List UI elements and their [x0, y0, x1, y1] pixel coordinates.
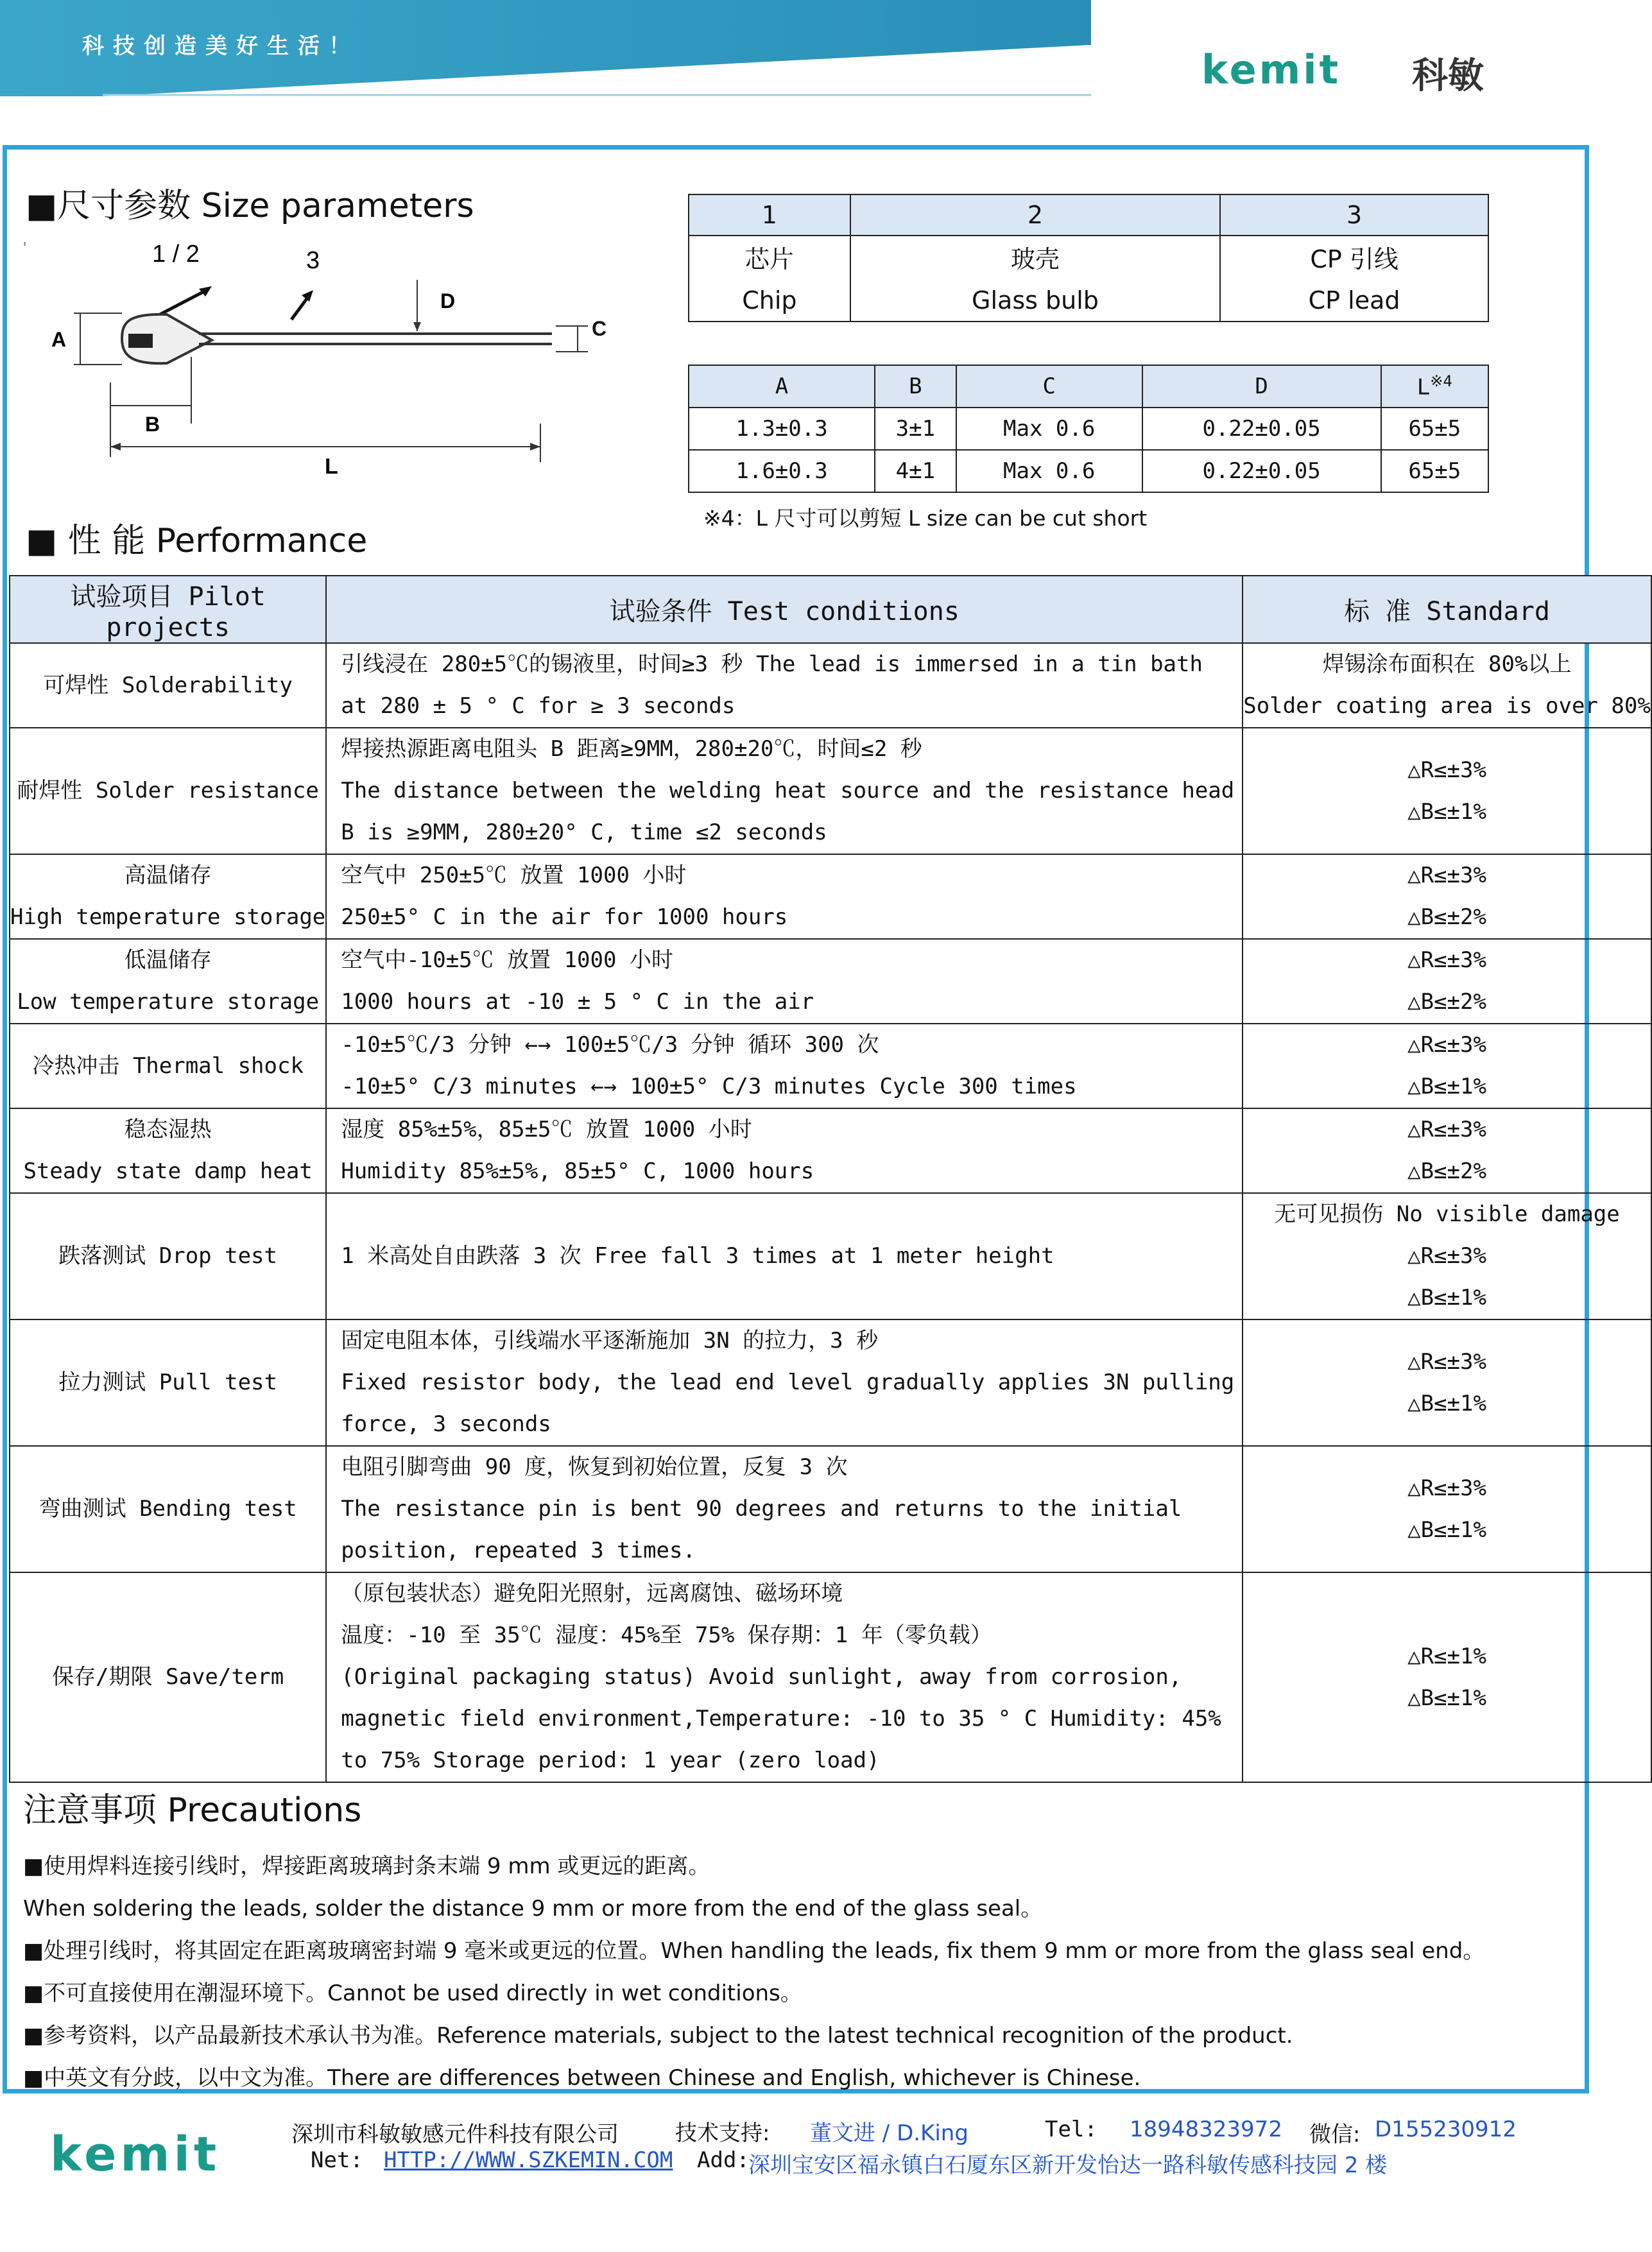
standard-cell: [1243, 1319, 1651, 1446]
dim-header-l: L: [1416, 374, 1431, 400]
standard-cell-line: △R≤±3%: [1407, 1243, 1486, 1269]
test-condition-cell-line: (Original packaging status) Avoid sunlight, away from corrosion,: [341, 1664, 1182, 1690]
test-condition-cell-line: 湿度 85%±5%，85±5℃ 放置 1000 小时: [341, 1117, 752, 1142]
pilot-project-cell-line: 弯曲测试 Bending test: [39, 1496, 297, 1522]
performance-row: [10, 1572, 1651, 1782]
test-condition-cell: [326, 1319, 1243, 1446]
standard-cell-line: △R≤±3%: [1407, 1475, 1486, 1501]
standard-cell-line: Solder coating area is over 80%: [1243, 693, 1651, 719]
pilot-project-cell: [10, 939, 326, 1024]
standard-cell-line: 无可见损伤 No visible damage: [1274, 1201, 1620, 1227]
performance-header-row: [10, 576, 1651, 643]
precaution-item: ■参考资料，以产品最新技术承认书为准。Reference materials, subject to the latest technical recognition of the product.: [23, 2023, 1293, 2049]
standard-cell-line: △R≤±3%: [1407, 1032, 1486, 1058]
performance-section-title: ■ 性 能 Performance: [26, 522, 368, 560]
test-condition-cell-line: 焊接热源距离电阻头 B 距离≥9MM，280±20℃，时间≤2 秒: [341, 736, 922, 762]
pilot-project-cell-line: High temperature storage: [10, 904, 326, 930]
precaution-item: ■不可直接使用在潮湿环境下。Cannot be used directly in wet conditions。: [23, 1981, 802, 2006]
test-condition-cell-line: magnetic field environment,Temperature: -10 to 35 ° C Humidity: 45%: [341, 1706, 1221, 1732]
standard-cell: [1243, 1024, 1651, 1108]
performance-table: [9, 575, 1652, 1783]
performance-row: [10, 1024, 1651, 1108]
test-condition-cell-line: 250±5° C in the air for 1000 hours: [341, 904, 788, 930]
pilot-project-cell: [10, 1572, 326, 1782]
dim-cell: 4±1: [875, 450, 956, 492]
footer-wechat: D155230912: [1375, 2117, 1517, 2142]
footer-address: 深圳宝安区福永镇白石厦东区新开发怡达一路科敏传感科技园 2 楼: [748, 2153, 1388, 2178]
standard-cell: [1243, 1572, 1651, 1782]
thermistor-dimension-diagram: [19, 231, 571, 479]
test-condition-cell: [326, 728, 1243, 854]
standard-cell: [1243, 1446, 1651, 1572]
dimensions-row: [689, 408, 1488, 450]
footer-tel: 18948323972: [1130, 2117, 1282, 2142]
dim-header-d: D: [1142, 365, 1381, 408]
dim-header-l-note: ※4: [1430, 372, 1452, 391]
test-condition-cell-line: B is ≥9MM, 280±20° C, time ≤2 seconds: [341, 820, 827, 845]
dim-cell: 65±5: [1381, 408, 1488, 450]
parts-cell-2: [850, 236, 1220, 322]
standard-cell-line: △R≤±3%: [1407, 863, 1486, 888]
parts-cn-1: 芯片: [744, 245, 794, 273]
footer-net-label: Net:: [311, 2147, 363, 2173]
standard-cell-line: △B≤±1%: [1407, 1685, 1486, 1711]
standard-cell-line: △B≤±2%: [1407, 1158, 1486, 1184]
test-condition-cell-line: （原包装状态）避免阳光照射，远离腐蚀、磁场环境: [341, 1581, 843, 1606]
standard-cell: [1243, 939, 1651, 1024]
dimensions-row: [689, 450, 1488, 492]
test-condition-cell-line: 温度：-10 至 35℃ 湿度：45%至 75% 保存期：1 年（零负载）: [341, 1622, 992, 1648]
test-condition-cell-line: Humidity 85%±5%, 85±5° C, 1000 hours: [341, 1158, 814, 1184]
pilot-project-cell: [10, 1193, 326, 1319]
footer-addr-label: Add:: [697, 2147, 750, 2173]
size-section-title: ■尺寸参数 Size parameters: [26, 187, 474, 225]
test-condition-cell: [326, 1572, 1243, 1782]
test-condition-cell: [326, 854, 1243, 939]
header-tagline: 科技创造美好生活！: [82, 33, 359, 59]
test-condition-cell: [326, 1108, 1243, 1193]
dim-cell: 65±5: [1381, 450, 1488, 492]
standard-cell-line: △B≤±2%: [1407, 989, 1486, 1015]
test-condition-cell-line: The resistance pin is bent 90 degrees and returns to the initial: [341, 1496, 1182, 1522]
footer-support-name: 董文进 / D.King: [810, 2120, 968, 2146]
dim-header-c: C: [956, 365, 1142, 408]
test-condition-cell-line: position, repeated 3 times.: [341, 1538, 696, 1563]
pilot-project-cell: [10, 1024, 326, 1108]
header-standard: 标 准 Standard: [1243, 576, 1651, 643]
standard-cell-line: △B≤±1%: [1407, 1074, 1486, 1099]
dimensions-table: [688, 365, 1489, 493]
performance-row: [10, 1108, 1651, 1193]
test-condition-cell-line: -10±5℃/3 分钟 ←→ 100±5℃/3 分钟 循环 300 次: [341, 1032, 879, 1058]
pilot-project-cell-line: 拉力测试 Pull test: [58, 1370, 277, 1395]
pilot-project-cell-line: 耐焊性 Solder resistance: [17, 778, 319, 804]
parts-num-2: 2: [850, 194, 1220, 236]
parts-en-3: CP lead: [1308, 286, 1400, 314]
test-condition-cell: [326, 939, 1243, 1024]
header-brand-logo: kemit: [1201, 46, 1341, 93]
parts-table-row: [689, 236, 1488, 322]
test-condition-cell-line: 空气中 250±5℃ 放置 1000 小时: [341, 863, 687, 888]
test-condition-cell-line: 空气中-10±5℃ 放置 1000 小时: [341, 947, 673, 973]
precaution-item: ■中英文有分歧，以中文为准。There are differences between Chinese and English, whichever is Chinese.: [23, 2065, 1141, 2091]
pilot-project-cell: [10, 643, 326, 728]
parts-en-1: Chip: [742, 286, 797, 314]
dim-cell: 0.22±0.05: [1142, 408, 1381, 450]
dim-label-c: C: [592, 317, 607, 340]
dim-cell: 1.3±0.3: [689, 408, 875, 450]
parts-cell-1: [689, 236, 850, 322]
standard-cell-line: △R≤±3%: [1407, 757, 1486, 783]
pilot-project-cell-line: 保存/期限 Save/term: [52, 1664, 284, 1690]
pilot-project-cell-line: Steady state damp heat: [23, 1158, 313, 1184]
performance-row: [10, 939, 1651, 1024]
diagram-label-3: 3: [306, 247, 320, 274]
test-condition-cell-line: 电阻引脚弯曲 90 度，恢复到初始位置，反复 3 次: [341, 1454, 848, 1480]
standard-cell-line: △R≤±3%: [1407, 1117, 1486, 1142]
precautions-title: 注意事项 Precautions: [23, 1791, 362, 1830]
dim-label-b: B: [145, 413, 160, 436]
dimension-note: ※4：L 尺寸可以剪短 L size can be cut short: [703, 506, 1148, 531]
pilot-project-cell: [10, 854, 326, 939]
standard-cell: [1243, 1193, 1651, 1319]
standard-cell-line: △B≤±1%: [1407, 1390, 1486, 1416]
dim-header-l-cell: [1381, 365, 1488, 408]
test-condition-cell-line: force, 3 seconds: [341, 1411, 551, 1437]
test-condition-cell-line: at 280 ± 5 ° C for ≥ 3 seconds: [341, 693, 736, 719]
test-condition-cell: [326, 1024, 1243, 1108]
pilot-project-cell-line: 冷热冲击 Thermal shock: [32, 1053, 304, 1079]
parts-table-header-row: [689, 194, 1488, 236]
footer-support-label: 技术支持:: [675, 2120, 770, 2146]
pilot-project-cell-line: 高温储存: [124, 863, 212, 888]
chip-shape: [128, 334, 153, 348]
performance-row: [10, 1319, 1651, 1446]
test-condition-cell-line: to 75% Storage period: 1 year (zero load): [341, 1748, 880, 1773]
dim-cell: 1.6±0.3: [689, 450, 875, 492]
dim-header-a: A: [689, 365, 875, 408]
parts-cn-3: CP 引线: [1310, 245, 1398, 273]
standard-cell-line: △R≤±3%: [1407, 1348, 1486, 1375]
parts-table: [688, 194, 1489, 322]
precaution-item: ■处理引线时，将其固定在距离玻璃密封端 9 毫米或更远的位置。When handling the leads, fix them 9 mm or more from the glass seal end。: [23, 1938, 1485, 1964]
pilot-project-cell: [10, 1446, 326, 1572]
pilot-project-cell: [10, 728, 326, 854]
diagram-tick-mark: ': [23, 238, 27, 258]
performance-row: [10, 643, 1651, 728]
footer-company: 深圳市科敏敏感元件科技有限公司: [291, 2122, 619, 2147]
dimensions-header-row: [689, 365, 1488, 408]
test-condition-cell-line: 引线浸在 280±5℃的锡液里，时间≥3 秒 The lead is immersed in a tin bath: [341, 651, 1203, 677]
pilot-project-cell-line: 低温储存: [124, 947, 212, 973]
header-brand-cn: 科敏: [1412, 55, 1484, 97]
dim-header-b: B: [875, 365, 956, 408]
test-condition-cell-line: 1000 hours at -10 ± 5 ° C in the air: [341, 989, 814, 1015]
pilot-project-cell-line: 可焊性 Solderability: [43, 672, 293, 698]
performance-row: [10, 728, 1651, 854]
standard-cell-line: △R≤±1%: [1407, 1643, 1486, 1669]
performance-row: [10, 1193, 1651, 1319]
standard-cell: [1243, 1108, 1651, 1193]
header-pilot-projects: 试验项目 Pilot projects: [10, 576, 326, 643]
standard-cell-line: △B≤±1%: [1407, 1285, 1486, 1311]
standard-cell-line: △B≤±2%: [1407, 904, 1486, 930]
parts-cell-3: [1220, 236, 1488, 322]
test-condition-cell-line: -10±5° C/3 minutes ←→ 100±5° C/3 minutes Cycle 300 times: [341, 1074, 1077, 1099]
dim-label-a: A: [51, 328, 67, 351]
test-condition-cell: [326, 1446, 1243, 1572]
test-condition-cell-line: 固定电阻本体，引线端水平逐渐施加 3N 的拉力，3 秒: [341, 1328, 879, 1354]
standard-cell-line: △B≤±1%: [1407, 1517, 1486, 1543]
standard-cell: [1243, 854, 1651, 939]
diagram-label-12: 1 / 2: [152, 241, 200, 268]
precaution-item: ■使用焊料连接引线时，焊接距离玻璃封条末端 9 mm 或更远的距离。: [23, 1853, 710, 1879]
parts-en-2: Glass bulb: [972, 286, 1099, 314]
dim-cell: 0.22±0.05: [1142, 450, 1381, 492]
footer-tel-label: Tel:: [1045, 2117, 1097, 2142]
standard-cell-line: 焊锡涂布面积在 80%以上: [1322, 651, 1572, 677]
precaution-item: When soldering the leads, solder the distance 9 mm or more from the end of the glass seal。: [23, 1896, 1043, 1921]
pilot-project-cell: [10, 1108, 326, 1193]
parts-num-1: 1: [689, 194, 850, 236]
footer-wechat-label: 微信:: [1309, 2122, 1361, 2147]
test-condition-cell: [326, 1193, 1243, 1319]
dim-label-d: D: [440, 289, 456, 313]
footer-website-link[interactable]: HTTP://WWW.SZKEMIN.COM: [384, 2147, 673, 2173]
pilot-project-cell-line: 跌落测试 Drop test: [58, 1243, 277, 1269]
standard-cell-line: △B≤±1%: [1407, 798, 1486, 825]
pilot-project-cell-line: Low temperature storage: [17, 989, 320, 1015]
standard-cell-line: △R≤±3%: [1407, 947, 1486, 973]
parts-num-3: 3: [1220, 194, 1488, 236]
performance-row: [10, 854, 1651, 939]
header-test-conditions: 试验条件 Test conditions: [326, 576, 1243, 643]
test-condition-cell-line: 1 米高处自由跌落 3 次 Free fall 3 times at 1 meter height: [341, 1243, 1054, 1269]
test-condition-cell-line: The distance between the welding heat source and the resistance head: [341, 778, 1235, 804]
test-condition-cell: [326, 643, 1243, 728]
pilot-project-cell: [10, 1319, 326, 1446]
standard-cell: [1243, 728, 1651, 854]
test-condition-cell-line: Fixed resistor body, the lead end level gradually applies 3N pulling: [341, 1370, 1235, 1395]
standard-cell: [1243, 643, 1651, 728]
dim-label-l: L: [325, 454, 338, 479]
dim-cell: Max 0.6: [956, 450, 1142, 492]
dim-cell: Max 0.6: [956, 408, 1142, 450]
pilot-project-cell-line: 稳态湿热: [124, 1117, 212, 1142]
parts-cn-2: 玻壳: [1010, 245, 1060, 273]
footer-logo: kemit: [50, 2127, 221, 2182]
dim-cell: 3±1: [875, 408, 956, 450]
performance-row: [10, 1446, 1651, 1572]
